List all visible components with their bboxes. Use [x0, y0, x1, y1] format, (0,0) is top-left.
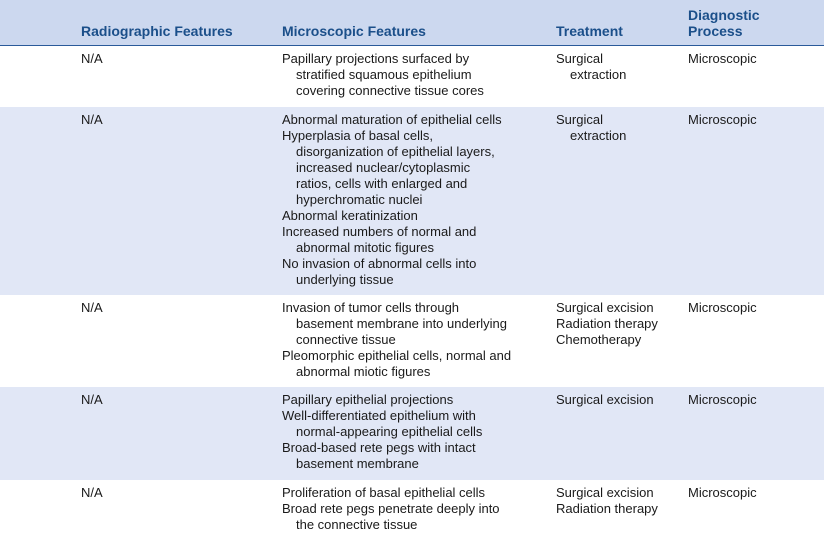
- cell-treatment: Surgical extraction: [556, 51, 627, 82]
- cell-radiographic: N/A: [81, 300, 103, 315]
- cell-diagnostic: Microscopic: [688, 112, 757, 127]
- cell-radiographic: N/A: [81, 51, 103, 66]
- cell-treatment: Surgical excision Radiation therapy Chemotherapy: [556, 300, 658, 347]
- header-treatment: Treatment: [556, 23, 623, 39]
- cell-treatment: Surgical excision: [556, 392, 654, 407]
- table-row: [0, 107, 824, 295]
- cell-radiographic: N/A: [81, 485, 103, 500]
- cell-radiographic: N/A: [81, 112, 103, 127]
- cell-treatment: Surgical excision Radiation therapy: [556, 485, 658, 516]
- table-header: [0, 0, 824, 46]
- cell-microscopic: Papillary projections surfaced by stratified squamous epithelium covering connective tissue cores: [282, 51, 484, 98]
- cell-radiographic: N/A: [81, 392, 103, 407]
- cell-diagnostic: Microscopic: [688, 300, 757, 315]
- header-diagnostic-process: Diagnostic Process: [688, 7, 760, 39]
- table-row: [0, 480, 824, 541]
- table-row: [0, 295, 824, 387]
- cell-microscopic: Invasion of tumor cells through basement membrane into underlying connective tissue Pleomorphic epithelial cells, normal and abnormal miotic figures: [282, 300, 512, 379]
- header-microscopic-features: Microscopic Features: [282, 23, 426, 39]
- cell-treatment: Surgical extraction: [556, 112, 627, 143]
- cell-diagnostic: Microscopic: [688, 392, 757, 407]
- table-row: [0, 46, 824, 107]
- table-row: [0, 387, 824, 480]
- cell-diagnostic: Microscopic: [688, 51, 757, 66]
- cell-microscopic: Papillary epithelial projections Well-differentiated epithelium with normal-appearing epithelial cells Broad-based rete pegs with intact basement membrane: [282, 392, 483, 471]
- header-radiographic-features: Radiographic Features: [81, 23, 233, 39]
- cell-microscopic: Proliferation of basal epithelial cells Broad rete pegs penetrate deeply into the connective tissue: [282, 485, 500, 532]
- cell-diagnostic: Microscopic: [688, 485, 757, 500]
- cell-microscopic: Abnormal maturation of epithelial cells Hyperplasia of basal cells, disorganization of epithelial layers, increased nuclear/cytoplasmic ratios, cells with enlarged and hyperchromatic nuclei Abnormal keratinization Increased numbers of normal and abnormal mitotic figures No invasion of abnormal cells into underlying tissue: [282, 112, 502, 287]
